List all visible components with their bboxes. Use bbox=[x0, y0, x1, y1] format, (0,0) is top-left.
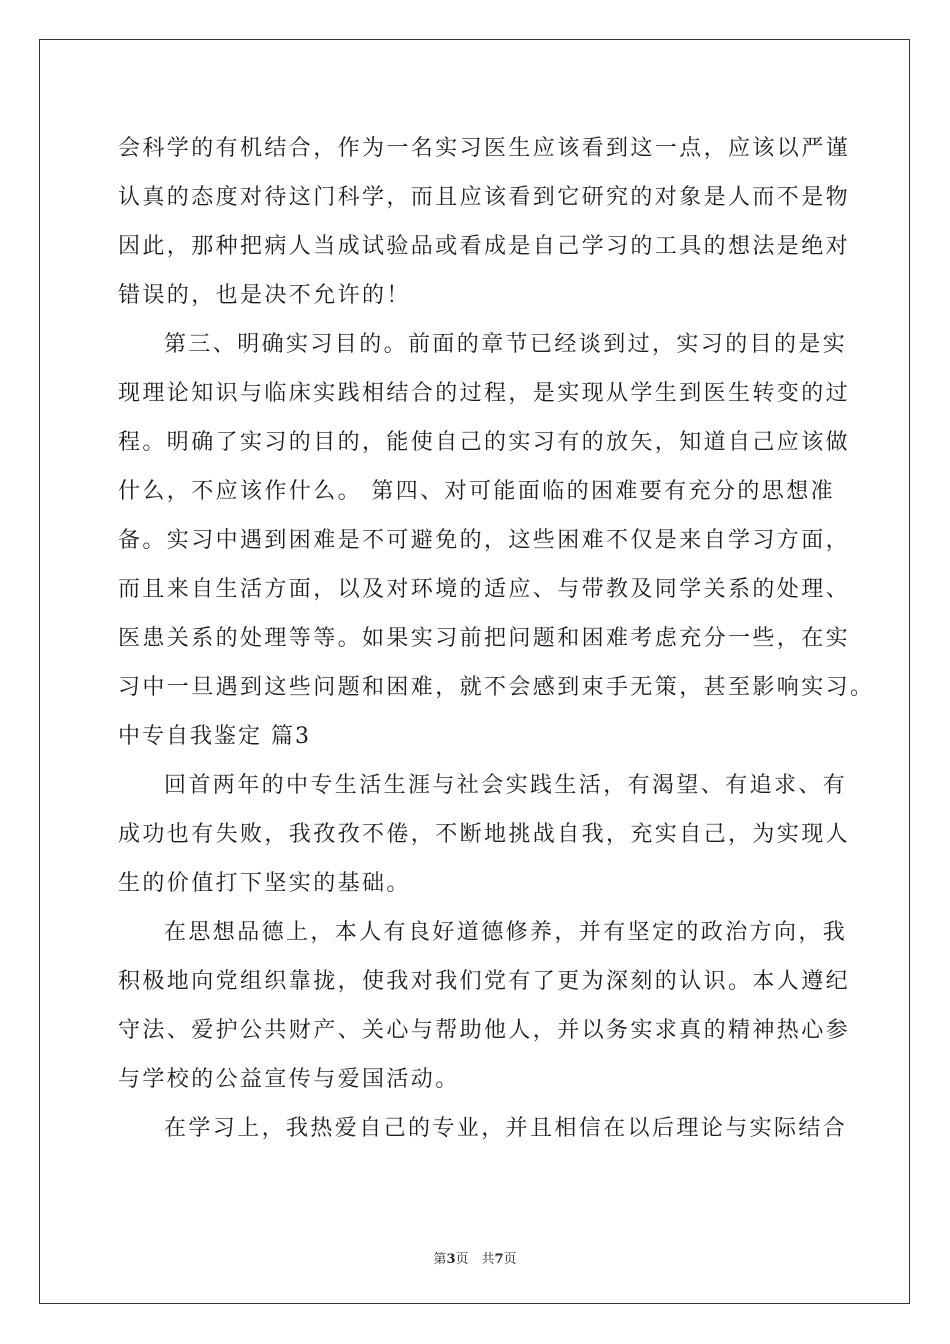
text-line: 第三、明确实习目的。前面的章节已经谈到过，实习的目的是实 bbox=[164, 332, 848, 357]
text-line: 备。实习中遇到困难是不可避免的，这些困难不仅是来自学习方面， bbox=[118, 528, 851, 553]
text-line: 什么，不应该作什么。 第四、对可能面临的困难要有充分的思想准 bbox=[118, 479, 835, 504]
text-line: 认真的态度对待这门科学，而且应该看到它研究的对象是人而不是物 bbox=[118, 185, 851, 210]
text-line: 程。明确了实习的目的，能使自己的实习有的放矢，知道自己应该做 bbox=[118, 430, 851, 455]
text-line: 守法、爱护公共财产、关心与帮助他人，并以务实求真的精神热心参 bbox=[118, 1018, 851, 1043]
text-line: 在学习上，我热爱自己的专业，并且相信在以后理论与实际结合 bbox=[164, 1116, 848, 1141]
footer-middle: 页 共 bbox=[455, 1252, 495, 1267]
footer-suffix: 页 bbox=[503, 1252, 517, 1267]
text-line: 与学校的公益宣传与爱国活动。 bbox=[118, 1067, 460, 1092]
section-heading: 中专自我鉴定 篇3 bbox=[118, 724, 311, 749]
total-pages-number: 7 bbox=[494, 1252, 504, 1267]
page-footer bbox=[0, 1248, 950, 1267]
text-line: 错误的，也是决不允许的！ bbox=[118, 283, 411, 308]
text-line: 在思想品德上，本人有良好道德修养，并有坚定的政治方向，我 bbox=[164, 920, 848, 945]
text-line: 习中一旦遇到这些问题和困难，就不会感到束手无策，甚至影响实习。 bbox=[118, 675, 875, 700]
document-body bbox=[118, 124, 875, 1153]
text-line: 生的价值打下坚实的基础。 bbox=[118, 871, 411, 896]
current-page-number: 3 bbox=[446, 1252, 456, 1267]
text-line: 因此，那种把病人当成试验品或看成是自己学习的工具的想法是绝对 bbox=[118, 234, 851, 259]
text-line: 现理论知识与临床实践相结合的过程，是实现从学生到医生转变的过 bbox=[118, 381, 851, 406]
text-line: 而且来自生活方面，以及对环境的适应、与带教及同学关系的处理、 bbox=[118, 577, 851, 602]
text-line: 医患关系的处理等等。如果实习前把问题和困难考虑充分一些，在实 bbox=[118, 626, 851, 651]
footer-prefix: 第 bbox=[433, 1252, 447, 1267]
text-line: 成功也有失败，我孜孜不倦，不断地挑战自我，充实自己，为实现人 bbox=[118, 822, 851, 847]
text-line: 会科学的有机结合，作为一名实习医生应该看到这一点，应该以严谨 bbox=[118, 136, 851, 161]
text-line: 回首两年的中专生活生涯与社会实践生活，有渴望、有追求、有 bbox=[164, 773, 848, 798]
text-line: 积极地向党组织靠拢，使我对我们党有了更为深刻的认识。本人遵纪 bbox=[118, 969, 851, 994]
